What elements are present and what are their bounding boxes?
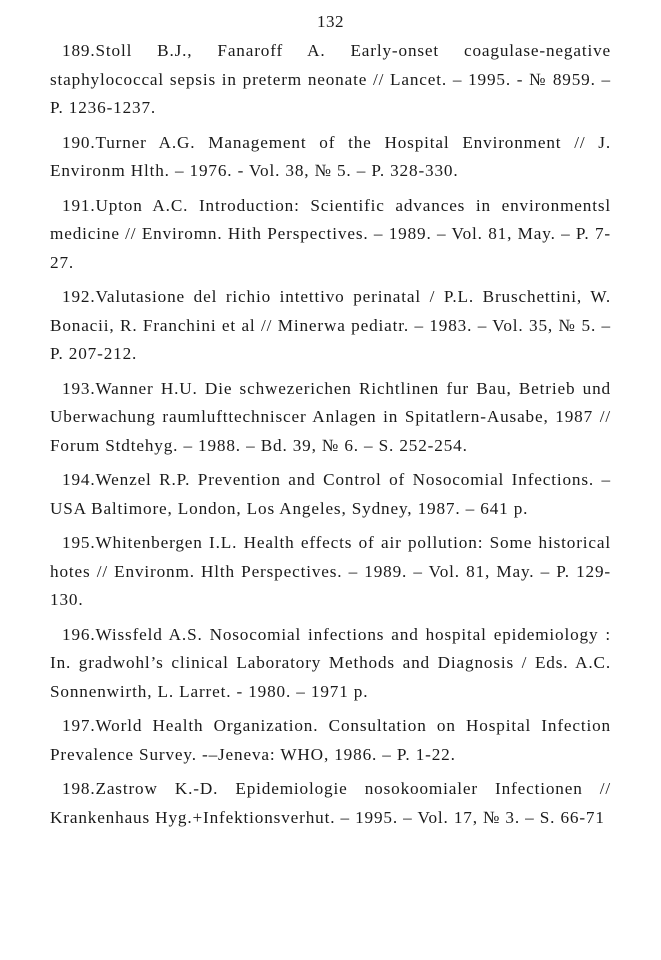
reference-193: 193.Wanner H.U. Die schwezerichen Richtlinen fur Bau, Betrieb und Uberwachung raumlufttechniscer Anlagen in Spitatlern-Ausabe, 1987 // Forum Stdtehyg. – 1988. – Bd. 39, № 6. – S. 252-254. — [50, 378, 611, 455]
reference-194: 194.Wenzel R.P. Prevention and Control of Nosocomial Infections. – USA Baltimore, London, Los Angeles, Sydney, 1987. – 641 p. — [50, 470, 611, 518]
reference-192: 192.Valutasione del richio intettivo perinatal / P.L. Bruschettini, W. Bonacii, R. Franchini et al // Minerwa pediatr. – 1983. – Vol. 35, № 5. – P. 207-212. — [50, 287, 611, 363]
reference-197: 197.World Health Organization. Consultation on Hospital Infection Prevalence Survey. -–Jeneva: WHO, 1986. – P. 1-22. — [50, 716, 611, 764]
reference-196: 196.Wissfeld A.S. Nosocomial infections and hospital epidemiology : In. gradwohl’s clinical Laboratory Methods and Diagnosis / Eds. A.C. Sonnenwirth, L. Larret. - 1980. – 1971 p. — [50, 624, 611, 701]
reference-195: 195.Whitenbergen I.L. Health effects of air pollution: Some historical hotes // Environm. Hlth Perspectives. – 1989. – Vol. 81, May. – P. 129-130. — [50, 533, 611, 609]
page-number: 132 — [317, 12, 344, 31]
reference-191: 191.Upton A.C. Introduction: Scientific advances in environmentsl medicine // Enviromn. Hith Perspectives. – 1989. – Vol. 81, May. – P. 7-27. — [50, 195, 611, 272]
reference-198: 198.Zastrow K.-D. Epidemiologie nosokoomialer Infectionen // Krankenhaus Hyg.+Infektionsverhut. – 1995. – Vol. 17, № 3. – S. 66-71 — [50, 779, 611, 827]
reference-list — [50, 37, 611, 838]
reference-190: 190.Turner A.G. Management of the Hospital Environment // J. Environm Hlth. – 1976. - Vol. 38, № 5. – P. 328-330. — [50, 132, 611, 180]
reference-189: 189.Stoll B.J., Fanaroff A. Early-onset coagulase-negative staphylococcal sepsis in preterm neonate // Lancet. – 1995. - № 8959. – P. 1236-1237. — [50, 41, 611, 117]
